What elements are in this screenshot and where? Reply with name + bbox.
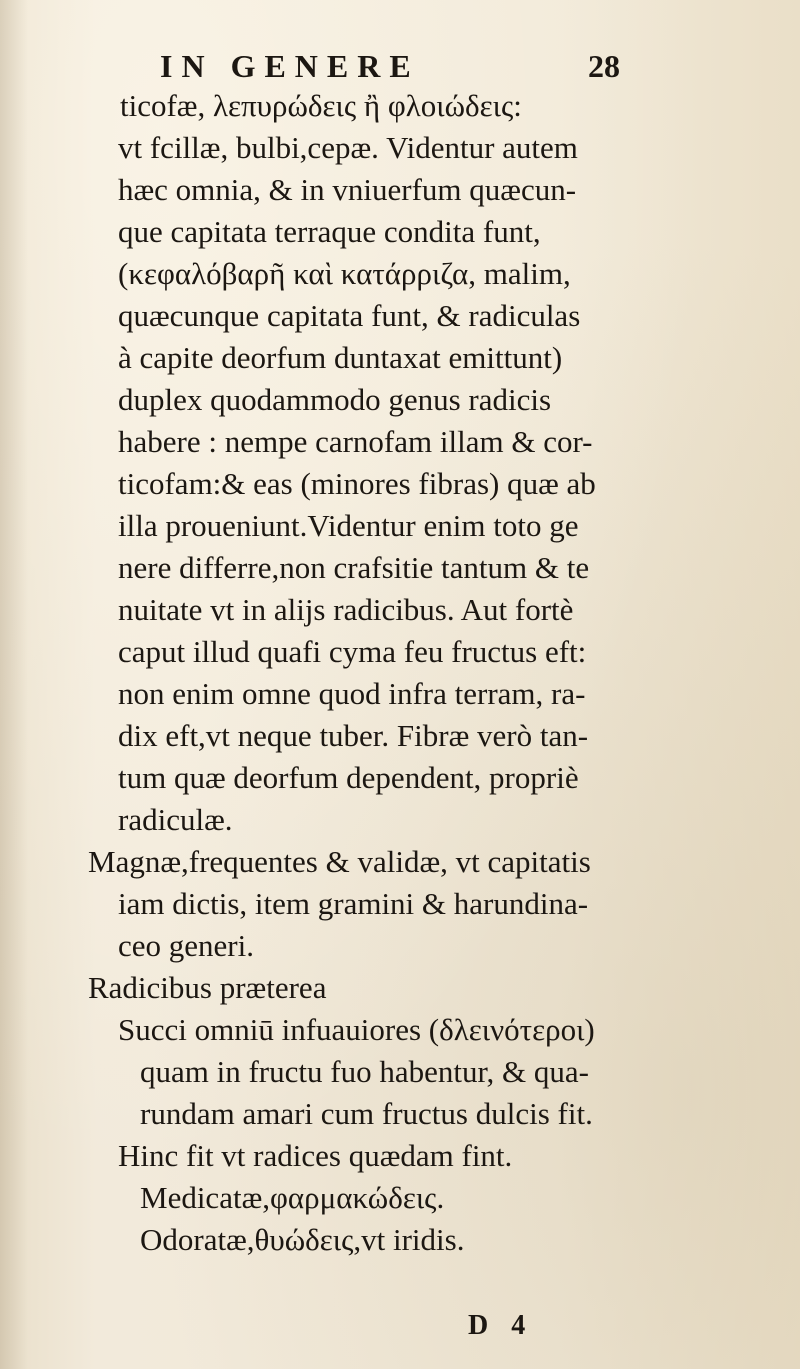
text-line: Succi omniū infuauiores (δλεινότεροι) bbox=[118, 1012, 595, 1047]
text-line: que capitata terraque condita funt, bbox=[118, 214, 541, 249]
text-line: tum quæ deorfum dependent, propriè bbox=[118, 760, 579, 795]
text-line: ticofam:& eas (minores fibras) quæ ab bbox=[118, 466, 596, 501]
text-line: rundam amari cum fructus dulcis fit. bbox=[140, 1096, 593, 1131]
page-number: 28 bbox=[588, 48, 620, 84]
text-line: habere : nempe carnofam illam & cor- bbox=[118, 424, 593, 459]
text-line: duplex quodammodo genus radicis bbox=[118, 382, 552, 417]
text-line: (κεφαλόβαρῆ καὶ κατάρριζα, malim, bbox=[118, 256, 571, 291]
text-line: à capite deorfum duntaxat emittunt) bbox=[118, 340, 563, 375]
text-line: Radicibus præterea bbox=[88, 970, 327, 1005]
text-line: nuitate vt in alijs radicibus. Aut fortè bbox=[118, 592, 574, 627]
gutter-shadow bbox=[0, 0, 28, 1369]
text-line: Odoratæ,θυώδεις,vt iridis. bbox=[140, 1222, 465, 1257]
text-line: quam in fructu fuo habentur, & qua- bbox=[140, 1054, 589, 1089]
text-line: nere differre,non crafsitie tantum & te bbox=[118, 550, 590, 585]
text-line: quæcunque capitata funt, & radiculas bbox=[118, 298, 581, 333]
text-line: dix eft,vt neque tuber. Fibræ verò tan- bbox=[118, 718, 589, 753]
text-line: illa proueniunt.Videntur enim toto ge bbox=[118, 508, 579, 543]
text-line: vt fcillæ, bulbi,cepæ. Videntur autem bbox=[118, 130, 578, 165]
page-header bbox=[160, 48, 620, 92]
text-line: hæc omnia, & in vniuerfum quæcun- bbox=[118, 172, 577, 207]
text-line: iam dictis, item gramini & harundina- bbox=[118, 886, 589, 921]
text-line: ticofæ, λεπυρώδεις ἢ φλοιώδεις: bbox=[120, 88, 522, 123]
signature-mark: D 4 bbox=[468, 1310, 534, 1341]
text-line: Magnæ,frequentes & validæ, vt capitatis bbox=[88, 844, 591, 879]
text-line: caput illud quafi cyma feu fructus eft: bbox=[118, 634, 587, 669]
text-line: non enim omne quod infra terram, ra- bbox=[118, 676, 586, 711]
text-line: ceo generi. bbox=[118, 928, 254, 963]
text-line: Hinc fit vt radices quædam fint. bbox=[118, 1138, 513, 1173]
text-line: Medicatæ,φαρμακώδεις. bbox=[140, 1180, 445, 1215]
running-head: IN GENERE bbox=[160, 48, 420, 84]
text-line: radiculæ. bbox=[118, 802, 233, 837]
